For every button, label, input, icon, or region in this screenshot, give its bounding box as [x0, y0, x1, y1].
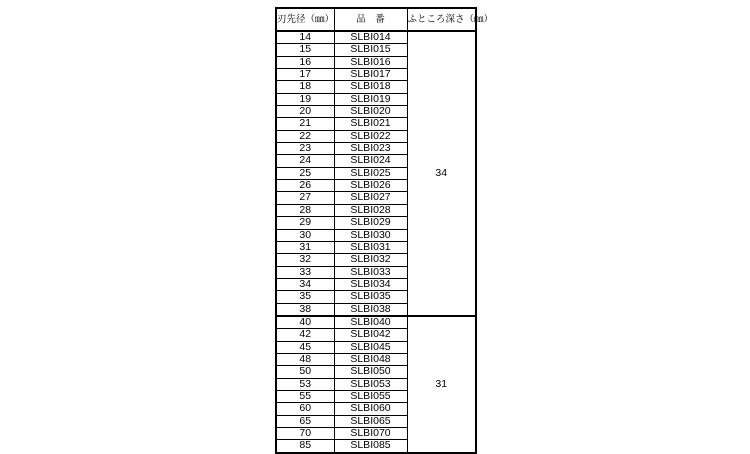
- code-cell: SLBI085: [334, 440, 407, 453]
- code-cell: SLBI023: [334, 143, 407, 155]
- code-cell: SLBI040: [334, 316, 407, 329]
- size-cell: 85: [276, 440, 334, 453]
- size-cell: 65: [276, 415, 334, 427]
- size-cell: 24: [276, 155, 334, 167]
- code-cell: SLBI042: [334, 329, 407, 341]
- size-cell: 50: [276, 366, 334, 378]
- code-cell: SLBI019: [334, 93, 407, 105]
- size-cell: 14: [276, 31, 334, 44]
- code-cell: SLBI021: [334, 118, 407, 130]
- spec-table: [275, 7, 494, 454]
- code-cell: SLBI060: [334, 403, 407, 415]
- size-cell: 32: [276, 254, 334, 266]
- code-cell: SLBI022: [334, 130, 407, 142]
- code-cell: SLBI030: [334, 229, 407, 241]
- size-cell: 23: [276, 143, 334, 155]
- size-cell: 21: [276, 118, 334, 130]
- code-cell: SLBI026: [334, 180, 407, 192]
- size-cell: 20: [276, 106, 334, 118]
- size-cell: 29: [276, 217, 334, 229]
- size-cell: 55: [276, 390, 334, 402]
- size-cell: 25: [276, 167, 334, 179]
- code-cell: SLBI029: [334, 217, 407, 229]
- code-cell: SLBI034: [334, 278, 407, 290]
- code-cell: SLBI024: [334, 155, 407, 167]
- size-cell: 40: [276, 316, 334, 329]
- size-cell: 45: [276, 341, 334, 353]
- size-cell: 35: [276, 291, 334, 303]
- size-cell: 22: [276, 130, 334, 142]
- size-cell: 30: [276, 229, 334, 241]
- code-cell: SLBI017: [334, 69, 407, 81]
- size-cell: 33: [276, 266, 334, 278]
- size-cell: 26: [276, 180, 334, 192]
- code-cell: SLBI038: [334, 303, 407, 316]
- size-cell: 38: [276, 303, 334, 316]
- size-cell: 70: [276, 428, 334, 440]
- code-cell: SLBI035: [334, 291, 407, 303]
- code-cell: SLBI020: [334, 106, 407, 118]
- code-cell: SLBI050: [334, 366, 407, 378]
- size-cell: 60: [276, 403, 334, 415]
- row-group: [276, 316, 476, 453]
- header-row: [276, 8, 476, 31]
- code-cell: SLBI033: [334, 266, 407, 278]
- size-cell: 15: [276, 44, 334, 56]
- code-cell: SLBI031: [334, 241, 407, 253]
- size-cell: 42: [276, 329, 334, 341]
- depth-cell: 34: [407, 31, 476, 316]
- depth-cell: 31: [407, 316, 476, 453]
- code-cell: SLBI014: [334, 31, 407, 44]
- size-cell: 18: [276, 81, 334, 93]
- code-cell: SLBI032: [334, 254, 407, 266]
- size-cell: 28: [276, 204, 334, 216]
- code-cell: SLBI016: [334, 56, 407, 68]
- code-cell: SLBI028: [334, 204, 407, 216]
- code-cell: SLBI055: [334, 390, 407, 402]
- size-cell: 48: [276, 353, 334, 365]
- code-cell: SLBI027: [334, 192, 407, 204]
- code-cell: SLBI048: [334, 353, 407, 365]
- code-cell: SLBI053: [334, 378, 407, 390]
- code-cell: SLBI065: [334, 415, 407, 427]
- size-cell: 17: [276, 69, 334, 81]
- size-cell: 19: [276, 93, 334, 105]
- code-cell: SLBI018: [334, 81, 407, 93]
- size-cell: 16: [276, 56, 334, 68]
- size-cell: 53: [276, 378, 334, 390]
- header-code: 品 番: [334, 8, 407, 31]
- size-cell: 27: [276, 192, 334, 204]
- code-cell: SLBI015: [334, 44, 407, 56]
- header-size: 刃先径（㎜）: [276, 8, 334, 31]
- code-cell: SLBI045: [334, 341, 407, 353]
- code-cell: SLBI070: [334, 428, 407, 440]
- row-group: [276, 31, 476, 316]
- header-depth: ふところ深さ（㎜）: [407, 8, 476, 31]
- size-cell: 31: [276, 241, 334, 253]
- size-cell: 34: [276, 278, 334, 290]
- table-row: [276, 31, 476, 44]
- code-cell: SLBI025: [334, 167, 407, 179]
- table-row: [276, 316, 476, 329]
